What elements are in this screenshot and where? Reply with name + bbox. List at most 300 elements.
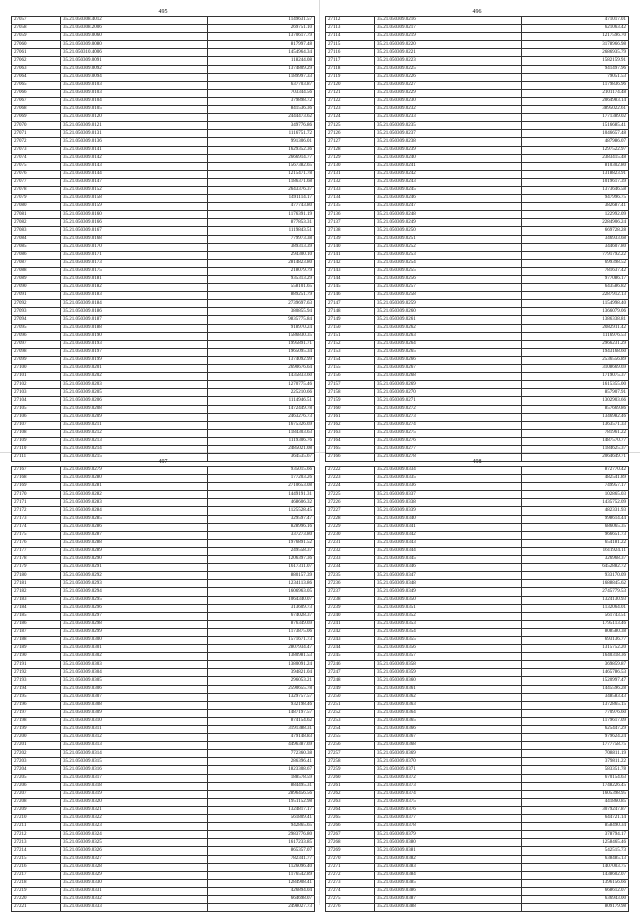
amount-cell: 1465786.53 — [522, 669, 629, 677]
row-number-cell: 27059 — [12, 33, 61, 41]
parcel-code-cell: 35.21.050309.0351 — [375, 604, 522, 612]
parcel-code-cell: 35.21.050309.0268 — [375, 373, 522, 381]
row-number-cell: 27178 — [12, 556, 61, 564]
amount-cell: 561743.51 — [522, 612, 629, 620]
row-number-cell: 27106 — [12, 413, 61, 421]
amount-cell: 1270775.46 — [208, 381, 315, 389]
amount-cell: 382687.41 — [522, 203, 629, 211]
table-row — [12, 580, 315, 588]
parcel-code-cell: 35.21.050309.0211 — [61, 421, 208, 429]
parcel-code-cell: 35.21.050309.0197 — [61, 348, 208, 356]
row-number-cell: 27167 — [12, 467, 61, 475]
row-number-cell: 27168 — [12, 475, 61, 483]
row-number-cell: 27119 — [326, 73, 375, 81]
table-row — [326, 685, 629, 693]
amount-cell: 1586830.35 — [208, 332, 315, 340]
amount-cell: 426894.04 — [208, 887, 315, 895]
amount-cell: 482331.93 — [522, 507, 629, 515]
table-row — [12, 445, 315, 453]
table-row — [12, 815, 315, 823]
row-number-cell: 27209 — [12, 806, 61, 814]
amount-cell: 621063.42 — [522, 25, 629, 33]
table-row — [326, 259, 629, 267]
parcel-code-cell: 35.21.050309.0370 — [375, 758, 522, 766]
table-row — [12, 685, 315, 693]
table-row — [12, 863, 315, 871]
table-row — [326, 445, 629, 453]
parcel-code-cell: 35.21.050309.0361 — [375, 685, 522, 693]
parcel-code-cell: 35.21.050309.0382 — [375, 855, 522, 863]
parcel-code-cell: 35.21.050309.0299 — [61, 628, 208, 636]
amount-cell: 477743.80 — [208, 203, 315, 211]
row-number-cell: 27248 — [326, 677, 375, 685]
row-number-cell: 27089 — [12, 276, 61, 284]
parcel-code-cell: 35.21.050309.0214 — [61, 445, 208, 453]
table-row — [12, 823, 315, 831]
amount-cell: 1472449.78 — [208, 405, 315, 413]
table-row — [326, 726, 629, 734]
table-row — [326, 405, 629, 413]
parcel-code-cell: 35.21.050309.0368 — [375, 742, 522, 750]
table-row — [12, 73, 315, 81]
row-number-cell: 27220 — [12, 895, 61, 903]
row-number-cell: 27186 — [12, 620, 61, 628]
amount-cell: 1189997.33 — [208, 73, 315, 81]
table-row — [12, 348, 315, 356]
amount-cell: 1125528.45 — [208, 507, 315, 515]
table-row — [12, 267, 315, 275]
parcel-code-cell: 35.21.050309.0240 — [375, 154, 522, 162]
amount-cell: 1976891.52 — [208, 539, 315, 547]
row-number-cell: 27214 — [12, 847, 61, 855]
parcel-code-cell: 35.21.050309.0349 — [375, 588, 522, 596]
row-number-cell: 27093 — [12, 308, 61, 316]
parcel-code-cell: 35.21.050309.0167 — [61, 227, 208, 235]
row-number-cell: 27117 — [326, 57, 375, 65]
amount-cell: 1258465.46 — [522, 839, 629, 847]
row-number-cell: 27206 — [12, 782, 61, 790]
parcel-code-cell: 35.21.050309.0304 — [61, 669, 208, 677]
table-row — [12, 276, 315, 284]
amount-cell: 1380981.53 — [208, 653, 315, 661]
row-number-cell: 27090 — [12, 284, 61, 292]
amount-cell: 3895022.61 — [522, 106, 629, 114]
amount-cell: 2101174.48 — [522, 89, 629, 97]
row-number-cell: 27235 — [326, 572, 375, 580]
parcel-code-cell: 35.21.050309.0359 — [375, 669, 522, 677]
parcel-code-cell: 35.21.050309.0373 — [375, 782, 522, 790]
parcel-code-cell: 35.21.050309.0143 — [61, 162, 208, 170]
row-number-cell: 27213 — [12, 839, 61, 847]
parcel-code-cell: 35.21.050309.0254 — [375, 259, 522, 267]
parcel-code-cell: 35.21.050309.0227 — [375, 81, 522, 89]
amount-cell: 1318823.91 — [522, 170, 629, 178]
row-number-cell: 27134 — [326, 195, 375, 203]
amount-cell: 865357.07 — [208, 847, 315, 855]
table-row — [326, 612, 629, 620]
row-number-cell: 27193 — [12, 677, 61, 685]
table-row — [326, 750, 629, 758]
parcel-code-cell: 35.21.050309.0276 — [375, 437, 522, 445]
table-row — [12, 429, 315, 437]
row-number-cell: 27165 — [326, 445, 375, 453]
table-row — [326, 389, 629, 397]
row-number-cell: 27169 — [12, 483, 61, 491]
parcel-code-cell: 35.21.050309.0289 — [61, 547, 208, 555]
amount-cell: 1116976.53 — [522, 332, 629, 340]
amount-cell: 468606.32 — [208, 499, 315, 507]
table-row — [12, 612, 315, 620]
table-row — [12, 170, 315, 178]
amount-cell: 9835775.84 — [208, 316, 315, 324]
parcel-code-cell: 35.21.050309.0251 — [375, 235, 522, 243]
amount-cell: 2064649.71 — [522, 454, 629, 462]
parcel-code-cell: 35.21.050309.0283 — [61, 499, 208, 507]
row-number-cell: 27155 — [326, 365, 375, 373]
parcel-code-cell: 35.21.050308.2006 — [61, 25, 208, 33]
amount-cell: 1176542.89 — [208, 871, 315, 879]
table-row — [12, 154, 315, 162]
amount-cell: 1179836.96 — [522, 81, 629, 89]
amount-cell: 966651.73 — [522, 531, 629, 539]
table-row — [326, 475, 629, 483]
parcel-code-cell: 35.21.050309.0209 — [61, 413, 208, 421]
parcel-code-cell: 35.21.050309.0104 — [61, 97, 208, 105]
amount-cell: 782341.77 — [208, 855, 315, 863]
table-row — [326, 170, 629, 178]
parcel-code-cell: 35.21.050310.4006 — [61, 49, 208, 57]
row-number-cell: 27258 — [326, 758, 375, 766]
amount-cell: 1582159.91 — [522, 57, 629, 65]
parcel-code-cell: 35.21.050309.0313 — [61, 742, 208, 750]
parcel-code-cell: 35.21.050309.0362 — [375, 693, 522, 701]
row-number-cell: 27153 — [326, 348, 375, 356]
parcel-code-cell: 35.21.050309.0352 — [375, 612, 522, 620]
table-row — [12, 365, 315, 373]
row-number-cell: 27171 — [12, 499, 61, 507]
amount-cell: 2896456.56 — [208, 790, 315, 798]
row-number-cell: 27140 — [326, 243, 375, 251]
parcel-code-cell: 35.21.050309.0094 — [61, 73, 208, 81]
table-row — [326, 782, 629, 790]
amount-cell: 1396156.66 — [522, 879, 629, 887]
row-number-cell: 27263 — [326, 798, 375, 806]
amount-cell: 2745779.53 — [522, 588, 629, 596]
table-row — [12, 25, 315, 33]
row-number-cell: 27274 — [326, 887, 375, 895]
table-row — [326, 556, 629, 564]
parcel-code-cell: 35.21.050309.0080 — [61, 41, 208, 49]
amount-cell: 326968.37 — [522, 556, 629, 564]
row-number-cell: 27272 — [326, 871, 375, 879]
row-number-cell: 27079 — [12, 195, 61, 203]
amount-cell: 482541.89 — [522, 475, 629, 483]
table-row — [12, 41, 315, 49]
table-row — [12, 219, 315, 227]
parcel-code-cell: 35.21.050309.0339 — [375, 507, 522, 515]
row-number-cell: 27172 — [12, 507, 61, 515]
row-number-cell: 27129 — [326, 154, 375, 162]
parcel-code-cell: 35.21.050309.0242 — [375, 170, 522, 178]
row-number-cell: 27066 — [12, 89, 61, 97]
table-row — [326, 701, 629, 709]
amount-cell: 349776.86 — [208, 122, 315, 130]
table-row — [326, 467, 629, 475]
parcel-code-cell: 35.21.050309.0158 — [61, 195, 208, 203]
amount-cell: 1449191.31 — [208, 491, 315, 499]
parcel-code-cell: 35.21.050309.0386 — [375, 887, 522, 895]
parcel-code-cell: 35.21.050309.0105 — [61, 106, 208, 114]
table-row — [326, 645, 629, 653]
amount-cell: 693136.77 — [522, 636, 629, 644]
amount-cell: 441860.85 — [522, 798, 629, 806]
amount-cell: 286396.41 — [208, 758, 315, 766]
amount-cell: 1179617.09 — [522, 717, 629, 725]
row-number-cell: 27156 — [326, 373, 375, 381]
row-number-cell: 27104 — [12, 397, 61, 405]
amount-cell: 2643376.37 — [208, 186, 315, 194]
row-number-cell: 27086 — [12, 251, 61, 259]
table-row — [12, 491, 315, 499]
table-row — [326, 887, 629, 895]
amount-cell: 935015.66 — [208, 467, 315, 475]
amount-cell: 1186371.68 — [208, 178, 315, 186]
row-number-cell: 27229 — [326, 523, 375, 531]
amount-cell: 1605398.95 — [522, 790, 629, 798]
row-number-cell: 27141 — [326, 251, 375, 259]
amount-cell: 1119843.51 — [208, 227, 315, 235]
parcel-code-cell: 35.21.050309.0287 — [61, 531, 208, 539]
row-number-cell: 27107 — [12, 421, 61, 429]
amount-cell: 991306.01 — [208, 138, 315, 146]
row-number-cell: 27102 — [12, 381, 61, 389]
row-number-cell: 27210 — [12, 815, 61, 823]
amount-cell: 364535.67 — [208, 454, 315, 462]
parcel-code-cell: 35.21.050309.0376 — [375, 806, 522, 814]
page-number: 497 — [158, 459, 168, 465]
table-row — [326, 636, 629, 644]
amount-cell: 1315752.20 — [522, 645, 629, 653]
amount-cell: 542515.73 — [522, 847, 629, 855]
amount-cell: 2590655.78 — [208, 685, 315, 693]
table-row — [326, 130, 629, 138]
table-row — [326, 122, 629, 130]
row-number-cell: 27162 — [326, 421, 375, 429]
parcel-code-cell: 35.21.050309.0320 — [61, 798, 208, 806]
row-number-cell: 27269 — [326, 847, 375, 855]
table-row — [326, 178, 629, 186]
parcel-code-cell: 35.21.050309.0378 — [375, 823, 522, 831]
table-row — [12, 717, 315, 725]
row-number-cell: 27241 — [326, 620, 375, 628]
table-row — [326, 235, 629, 243]
table-row — [12, 300, 315, 308]
table-row — [326, 628, 629, 636]
parcel-code-cell: 35.21.050309.0335 — [375, 475, 522, 483]
table-row — [12, 790, 315, 798]
table-row — [12, 146, 315, 154]
row-number-cell: 27114 — [326, 33, 375, 41]
row-number-cell: 27236 — [326, 580, 375, 588]
amount-cell: 880157.39 — [208, 572, 315, 580]
amount-cell: 1567382.65 — [208, 162, 315, 170]
amount-cell: 933170.09 — [522, 572, 629, 580]
amount-cell: 79051.53 — [522, 73, 629, 81]
row-number-cell: 27221 — [12, 904, 61, 912]
parcel-code-cell: 35.21.050309.0354 — [375, 628, 522, 636]
amount-cell: 378794.17 — [522, 831, 629, 839]
row-number-cell: 27065 — [12, 81, 61, 89]
amount-cell: 703344.56 — [208, 89, 315, 97]
table-row — [326, 162, 629, 170]
table-row — [326, 284, 629, 292]
parcel-code-cell: 35.21.050309.0348 — [375, 580, 522, 588]
parcel-code-cell: 35.21.050309.0342 — [375, 531, 522, 539]
row-number-cell: 27126 — [326, 130, 375, 138]
row-number-cell: 27101 — [12, 373, 61, 381]
amount-cell: 942865.65 — [208, 823, 315, 831]
table-row — [12, 628, 315, 636]
table-row — [326, 146, 629, 154]
table-row — [326, 421, 629, 429]
amount-cell: 3079247.87 — [522, 806, 629, 814]
table-row — [12, 547, 315, 555]
amount-cell: 1435833.60 — [208, 373, 315, 381]
parcel-code-cell: 35.21.050309.0266 — [375, 356, 522, 364]
amount-cell: 1116751.72 — [208, 130, 315, 138]
amount-cell: 379811.22 — [522, 758, 629, 766]
row-number-cell: 27226 — [326, 499, 375, 507]
amount-cell: 810302.80 — [522, 162, 629, 170]
row-number-cell: 27160 — [326, 405, 375, 413]
amount-cell: 337273.80 — [208, 531, 315, 539]
amount-cell: 828996.16 — [208, 523, 315, 531]
row-number-cell: 27080 — [12, 203, 61, 211]
row-number-cell: 27260 — [326, 774, 375, 782]
parcel-code-cell: 35.21.050309.0284 — [61, 507, 208, 515]
table-row — [12, 340, 315, 348]
row-number-cell: 27062 — [12, 57, 61, 65]
table-row — [12, 709, 315, 717]
amount-cell: 344607.80 — [522, 243, 629, 251]
parcel-code-cell: 35.21.050309.0229 — [375, 89, 522, 97]
amount-cell: 471017.01 — [522, 17, 629, 25]
parcel-code-cell: 35.21.050309.0300 — [61, 636, 208, 644]
table-row — [326, 547, 629, 555]
row-number-cell: 27077 — [12, 178, 61, 186]
table-row — [326, 89, 629, 97]
row-number-cell: 27215 — [12, 855, 61, 863]
table-row — [12, 284, 315, 292]
amount-cell: 1386338.81 — [522, 316, 629, 324]
amount-cell: 1640318.36 — [522, 653, 629, 661]
ledger-table — [11, 466, 315, 912]
amount-cell: 1119306.76 — [208, 437, 315, 445]
parcel-code-cell: 35.21.050309.0288 — [61, 539, 208, 547]
parcel-code-cell: 35.21.050309.0159 — [61, 203, 208, 211]
table-row — [12, 742, 315, 750]
row-number-cell: 27197 — [12, 709, 61, 717]
row-number-cell: 27174 — [12, 523, 61, 531]
parcel-code-cell: 35.21.050309.0170 — [61, 243, 208, 251]
parcel-code-cell: 35.21.050309.0301 — [61, 645, 208, 653]
parcel-code-cell: 35.21.050309.0187 — [61, 316, 208, 324]
row-number-cell: 27270 — [326, 855, 375, 863]
parcel-code-cell: 35.21.050309.0307 — [61, 693, 208, 701]
amount-cell: 1615355.00 — [522, 381, 629, 389]
row-number-cell: 27138 — [326, 227, 375, 235]
row-number-cell: 27170 — [12, 491, 61, 499]
table-row — [326, 815, 629, 823]
row-number-cell: 27078 — [12, 186, 61, 194]
parcel-code-cell: 35.21.050309.0332 — [61, 895, 208, 903]
parcel-code-cell: 35.21.050309.0264 — [375, 340, 522, 348]
amount-cell: 1606963.05 — [208, 588, 315, 596]
amount-cell: 674028.37 — [208, 612, 315, 620]
ledger-table — [325, 16, 629, 462]
parcel-code-cell: 35.21.050309.0233 — [375, 114, 522, 122]
amount-cell: 1217596.70 — [522, 33, 629, 41]
parcel-code-cell: 35.21.050309.0275 — [375, 429, 522, 437]
amount-cell: 1329757.57 — [208, 693, 315, 701]
parcel-code-cell: 35.21.050309.0314 — [61, 750, 208, 758]
table-row — [326, 114, 629, 122]
table-row — [326, 806, 629, 814]
row-number-cell: 27149 — [326, 316, 375, 324]
row-number-cell: 27184 — [12, 604, 61, 612]
row-number-cell: 27250 — [326, 693, 375, 701]
amount-cell: 708811.19 — [522, 750, 629, 758]
amount-cell: 177203.26 — [208, 475, 315, 483]
amount-cell: 479148.83 — [208, 734, 315, 742]
amount-cell: 313609.73 — [208, 604, 315, 612]
row-number-cell: 27259 — [326, 766, 375, 774]
table-row — [326, 523, 629, 531]
amount-cell: 4496387.69 — [208, 742, 315, 750]
table-row — [12, 467, 315, 475]
table-row — [326, 863, 629, 871]
row-number-cell: 27075 — [12, 162, 61, 170]
table-row — [326, 839, 629, 847]
amount-cell: 770976.60 — [522, 709, 629, 717]
table-row — [326, 308, 629, 316]
amount-cell: 858490.34 — [522, 823, 629, 831]
table-row — [326, 879, 629, 887]
amount-cell: 876349.69 — [208, 620, 315, 628]
amount-cell: 1520997.47 — [522, 677, 629, 685]
table-row — [326, 564, 629, 572]
table-row — [12, 523, 315, 531]
table-row — [12, 89, 315, 97]
table-row — [12, 203, 315, 211]
table-row — [12, 726, 315, 734]
row-number-cell: 27211 — [12, 823, 61, 831]
row-number-cell: 27208 — [12, 798, 61, 806]
row-number-cell: 27163 — [326, 429, 375, 437]
row-number-cell: 27254 — [326, 726, 375, 734]
table-row — [326, 437, 629, 445]
table-row — [326, 758, 629, 766]
row-number-cell: 27166 — [326, 454, 375, 462]
row-number-cell: 27157 — [326, 381, 375, 389]
amount-cell: 1823308.67 — [208, 766, 315, 774]
parcel-code-cell: 35.21.050309.0131 — [61, 130, 208, 138]
table-row — [326, 203, 629, 211]
row-number-cell: 27256 — [326, 742, 375, 750]
amount-cell: 779973.38 — [208, 235, 315, 243]
parcel-code-cell: 35.21.050309.0330 — [61, 879, 208, 887]
amount-cell: 1719075.37 — [522, 373, 629, 381]
